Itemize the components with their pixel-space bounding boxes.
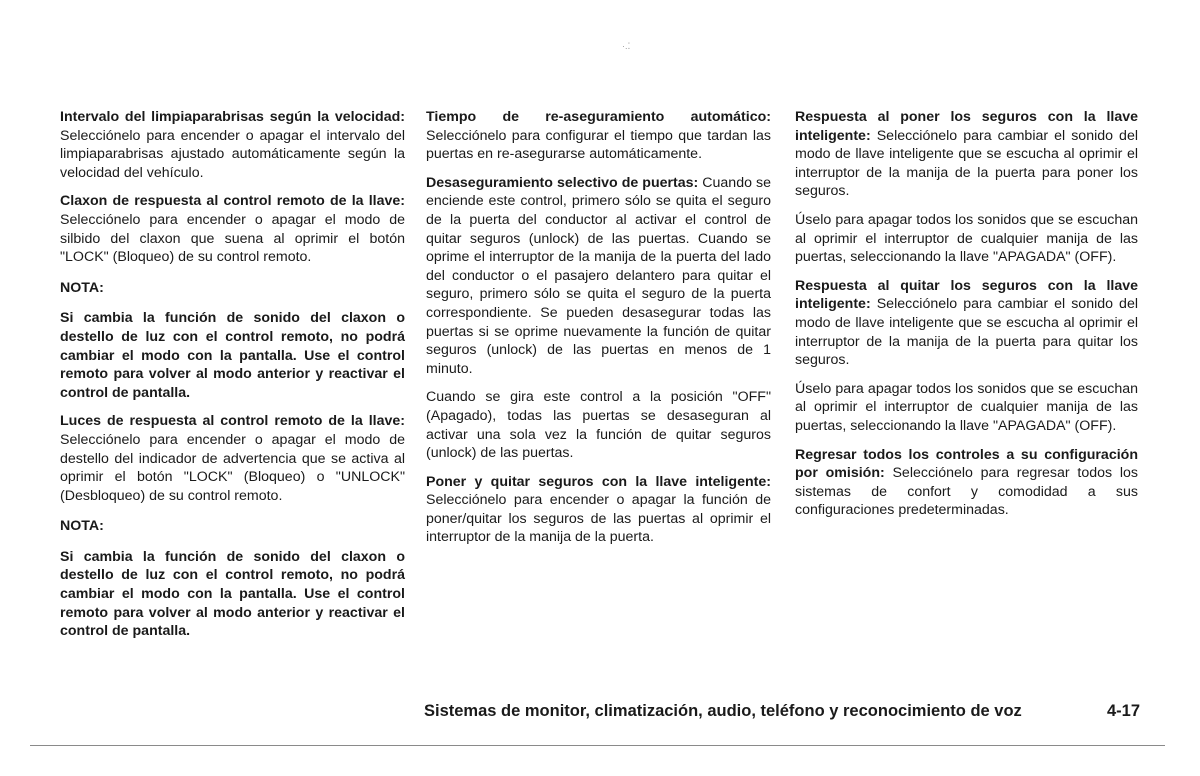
setting-term: Intervalo del limpiaparabrisas según la velocidad: xyxy=(60,109,405,125)
setting-description xyxy=(795,108,1138,201)
setting-text: Selecciónelo para encender o apagar la función de poner/quitar los seguros de las puertas al oprimir el interruptor de la manija de la puerta. xyxy=(426,492,771,546)
scan-mark: ·.⁚ xyxy=(622,41,631,51)
setting-text: Selecciónelo para encender o apagar el modo de silbido del claxon que suena al oprimir el botón "LOCK" (Bloqueo) de su control remoto. xyxy=(60,211,405,266)
setting-text: Cuando se enciende este control, primero sólo se quita el seguro de la puerta del conductor al activar el control de quitar seguros (unlock) de las puertas. Cuando se oprime el interruptor de la manija de la puerta del lado del conductor o el pasajero delantero para quitar el seguro, primero sólo se quita el seguro de la puerta correspondiente. Se pueden desasegurar todas las puertas si se oprime nuevamente la función de quitar seguros (unlock) de las puertas en menos de 1 minuto. xyxy=(426,174,771,377)
column-middle xyxy=(426,108,771,557)
setting-text: Selecciónelo para configurar el tiempo que tardan las puertas en re-asegurarse automáticamente. xyxy=(426,127,771,163)
setting-text: Úselo para apagar todos los sonidos que se escuchan al oprimir el interruptor de cualquier manija de las puertas, seleccionando la llave "APAGADA" (OFF). xyxy=(795,211,1138,266)
page-number: 4-17 xyxy=(1106,702,1140,720)
setting-description xyxy=(60,108,405,182)
setting-term: Luces de respuesta al control remoto de la llave: xyxy=(60,413,405,430)
setting-text: Selecciónelo para encender o apagar el intervalo del limpiaparabrisas ajustado automáticamente según la velocidad del vehículo. xyxy=(60,127,405,181)
setting-description xyxy=(795,211,1138,267)
setting-description xyxy=(795,446,1138,520)
column-left xyxy=(60,108,405,651)
setting-text: Cuando se gira este control a la posición "OFF" (Apagado), todas las puertas se desaseguran al activar una sola vez la función de quitar seguros (unlock) de las puertas. xyxy=(426,389,771,462)
setting-text: Selecciónelo para cambiar el sonido del modo de llave inteligente que se escucha al oprimir el interruptor de la manija de la puerta para quitar los seguros. xyxy=(795,296,1138,369)
setting-term: Desaseguramiento selectivo de puertas: xyxy=(426,174,699,191)
setting-description xyxy=(426,108,771,164)
setting-description xyxy=(795,380,1138,436)
note-label: NOTA: xyxy=(60,518,104,535)
footer-section-title: Sistemas de monitor, climatización, audio, teléfono y reconocimiento de voz xyxy=(424,702,1022,720)
setting-term: Tiempo de re-aseguramiento automático: xyxy=(426,109,771,125)
setting-description xyxy=(795,277,1138,370)
setting-term: Claxon de respuesta al control remoto de la llave: xyxy=(60,193,405,210)
setting-description xyxy=(426,174,771,379)
page-footer xyxy=(424,702,1140,721)
setting-description xyxy=(60,412,405,505)
note-label: NOTA: xyxy=(60,279,104,296)
setting-text: Úselo para apagar todos los sonidos que se escuchan al oprimir el interruptor de cualquier manija de las puertas, seleccionando la llave "APAGADA" (OFF). xyxy=(795,380,1138,434)
setting-description xyxy=(426,473,771,547)
setting-description xyxy=(426,388,771,462)
setting-text: Selecciónelo para encender o apagar el modo de destello del indicador de advertencia que se activa al oprimir el botón "LOCK" (Bloqueo) o "UNLOCK" (Desbloqueo) de su control remoto. xyxy=(60,431,405,504)
note-text: Si cambia la función de sonido del claxon o destello de luz con el control remoto, no podrá cambiar el modo con la pantalla. Use el control remoto para volver al modo anterior y reactivar el control de pantalla. xyxy=(60,310,405,401)
setting-term: Respuesta al poner los seguros con la llave inteligente: xyxy=(795,109,1138,144)
setting-text: Selecciónelo para regresar todos los sistemas de confort y comodidad a sus configuraciones predeterminadas. xyxy=(795,465,1138,519)
setting-description xyxy=(60,192,405,266)
setting-term: Poner y quitar seguros con la llave inteligente: xyxy=(426,473,771,490)
setting-text: Selecciónelo para cambiar el sonido del modo de llave inteligente que se escucha al oprimir el interruptor de la manija de la puerta para poner los seguros. xyxy=(795,127,1138,200)
footer-rule xyxy=(30,745,1165,746)
column-right xyxy=(795,108,1138,530)
note-text: Si cambia la función de sonido del claxon o destello de luz con el control remoto, no podrá cambiar el modo con la pantalla. Use el control remoto para volver al modo anterior y reactivar el control de pantalla. xyxy=(60,548,405,640)
setting-term: Regresar todos los controles a su configuración por omisión: xyxy=(795,446,1138,482)
setting-term: Respuesta al quitar los seguros con la llave inteligente: xyxy=(795,277,1138,313)
